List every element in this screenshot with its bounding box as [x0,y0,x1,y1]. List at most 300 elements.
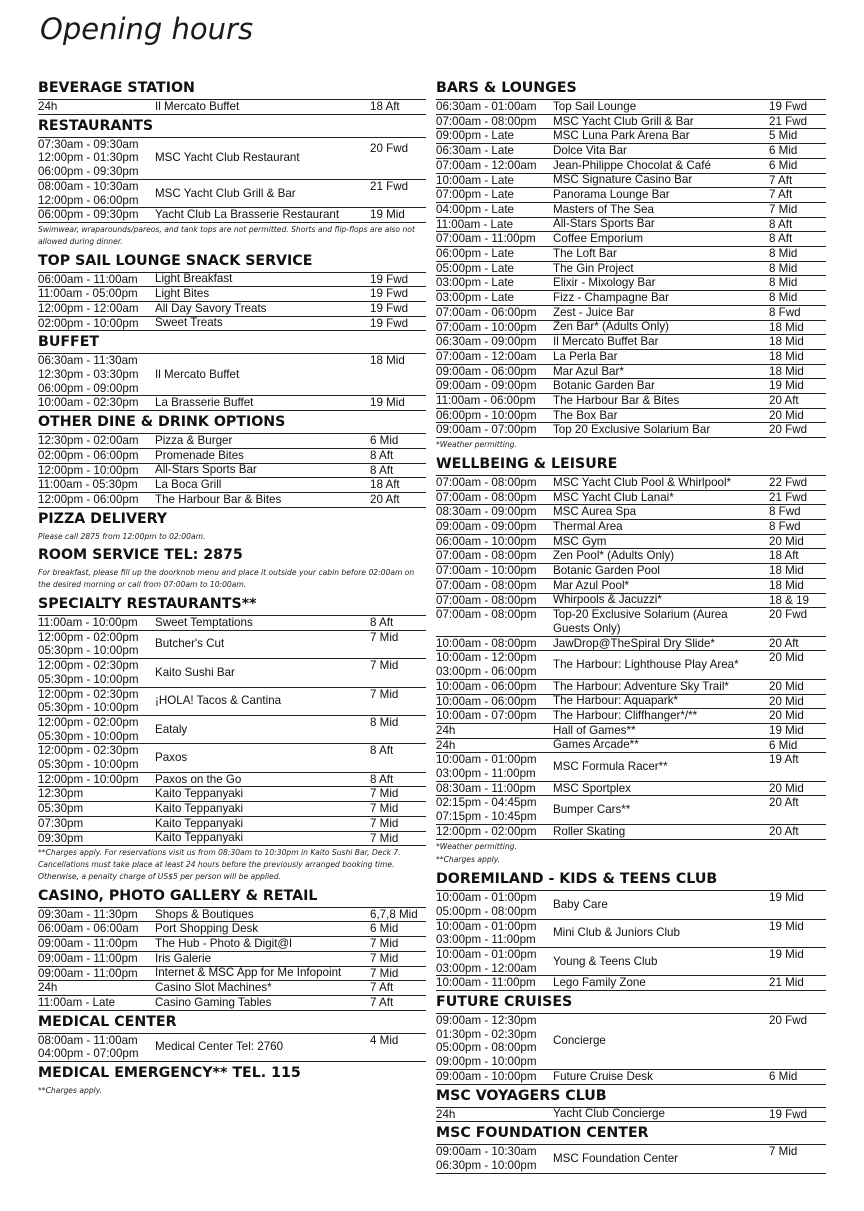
deck-location: 8 Fwd [769,505,801,519]
schedule-row [436,188,826,203]
hours-cell [38,802,155,816]
section-other-dine-drink-options [38,412,426,508]
hours-text: 07:30am - 09:30am [38,137,139,151]
venue-name: Zen Pool* (Adults Only) [553,549,675,563]
venue-name: Light Bites [155,287,210,301]
deck-location: 4 Mid [370,1033,399,1047]
hours-text: 06:00am - 06:00am [38,922,139,936]
hours-cell [436,350,553,364]
schedule-row [38,908,426,923]
hours-cell [436,423,553,437]
hours-cell [436,276,553,290]
hours-text: 07:00am - 08:00pm [436,593,537,607]
schedule-row [38,449,426,464]
hours-text: 06:30am - 01:00am [436,100,537,113]
hours-text: 07:00am - 10:00pm [436,320,537,334]
hours-cell [436,637,553,651]
hours-cell [436,247,553,261]
hours-text: 07:15pm - 10:45pm [436,810,537,824]
section-note: *Weather permitting. [436,440,517,450]
schedule-row [436,218,826,233]
schedule-row [436,335,826,350]
venue-name: Fizz - Champagne Bar [553,291,669,305]
hours-cell [436,262,553,276]
venue-name: MSC Foundation Center [553,1152,679,1166]
hours-cell [38,493,155,507]
venue-name: Sweet Treats [155,316,223,330]
hours-text: 02:15pm - 04:45pm [436,796,537,810]
deck-location: 6 Mid [769,158,798,172]
hours-cell [38,464,155,478]
venue-name: The Box Bar [553,408,618,422]
deck-location: 7 Mid [370,630,399,644]
deck-location: 18 Mid [769,335,804,349]
venue-name: All Day Savory Treats [155,301,267,315]
venue-name: Thermal Area [553,520,623,534]
schedule-row [38,716,426,744]
hours-text: 11:00am - Late [436,217,514,231]
venue-name: Il Mercato Buffet Bar [553,335,659,349]
schedule-row [436,423,826,438]
schedule-row [436,365,826,380]
hours-cell [38,478,155,492]
venue-name: Medical Center Tel: 2760 [155,1040,284,1054]
venue-name: ¡HOLA! Tacos & Cantina [155,694,282,708]
hours-cell [436,796,553,823]
hours-cell [436,695,553,709]
venue-name: La Perla Bar [553,349,618,363]
venue-name: Elixir - Mixology Bar [553,276,656,290]
schedule-row [436,144,826,159]
schedule-row [436,796,826,824]
section-wellbeing-leisure [436,454,826,868]
schedule-row [436,891,826,919]
schedule-row [38,208,426,223]
hours-cell [436,976,553,990]
hours-text: 02:00pm - 10:00pm [38,316,139,330]
schedule-row [38,434,426,449]
hours-text: 05:30pm - 10:00pm [38,729,139,743]
section-note: **Charges apply. [38,1086,103,1096]
schedule-row [38,922,426,937]
venue-name: JawDrop@TheSpiral Dry Slide* [553,636,715,650]
section-title: WELLBEING & LEISURE [436,455,618,472]
schedule-row [436,739,826,754]
deck-location: 7 Mid [370,937,399,951]
deck-location: 7 Aft [370,981,394,995]
section-specialty-restaurants [38,594,426,885]
hours-cell [436,1108,553,1122]
venue-name: Future Cruise Desk [553,1069,653,1083]
schedule-row [436,1070,826,1085]
section-bars-lounges [436,78,826,453]
hours-text: 10:00am - 01:00pm [436,947,537,961]
hours-text: 09:00am - 10:30am [436,1145,537,1159]
hours-cell [436,321,553,335]
hours-text: 10:00am - 12:00pm [436,651,537,665]
hours-text: 06:00pm - 10:00pm [436,408,537,422]
deck-location: 6 Mid [370,434,399,448]
venue-name: Casino Slot Machines* [155,981,272,995]
deck-location: 8 Mid [769,261,798,275]
deck-location: 20 Fwd [769,423,808,437]
hours-cell [436,218,553,232]
schedule-table [436,475,826,840]
hours-cell [38,996,155,1010]
venue-name: Yacht Club Concierge [553,1107,665,1121]
hours-text: 24h [436,723,456,737]
hours-text: 07:00am - 12:00am [436,349,537,363]
venue-name: All-Stars Sports Bar [155,463,257,477]
schedule-row [38,464,426,479]
hours-text: 08:00am - 11:00am [38,1033,138,1047]
hours-cell [38,208,155,222]
venue-name: Shops & Boutiques [155,907,254,921]
hours-cell [38,1034,155,1061]
hours-cell [38,616,155,630]
hours-text: 10:00am - Late [436,173,514,187]
hours-cell [38,659,155,686]
schedule-row [38,817,426,832]
hours-text: 09:30am - 11:30pm [38,907,138,921]
hours-cell [436,232,553,246]
hours-text: 08:00am - 10:30am [38,179,139,193]
venue-name: Butcher's Cut [155,637,225,651]
hours-cell [436,920,553,947]
schedule-row [436,203,826,218]
hours-cell [436,564,553,578]
section-title: MEDICAL EMERGENCY** TEL. 115 [38,1065,301,1082]
schedule-row [436,262,826,277]
hours-cell [436,409,553,423]
hours-cell [436,476,553,490]
deck-location: 19 Mid [370,208,405,222]
deck-location: 7 Mid [370,816,399,830]
schedule-row [38,616,426,631]
schedule-row [38,273,426,288]
hours-text: 10:00am - 01:00pm [436,753,537,767]
hours-cell [436,739,553,753]
hours-text: 05:00pm - Late [436,261,514,275]
hours-text: 03:00pm - Late [436,276,514,290]
hours-text: 09:00pm - Late [436,129,514,143]
hours-cell [436,203,553,217]
venue-name: Kaito Teppanyaki [155,787,244,801]
hours-text: 11:00am - 06:00pm [436,394,536,408]
section-restaurants [38,116,426,250]
hours-cell [436,365,553,379]
schedule-row [436,306,826,321]
hours-text: 24h [38,981,58,995]
section-note: *Weather permitting. [436,841,517,851]
page-title: Opening hours [40,12,254,46]
hours-cell [436,1014,553,1069]
deck-location: 6 Mid [370,922,399,936]
venue-name: Bumper Cars** [553,803,631,817]
hours-cell [436,825,553,839]
hours-cell [38,302,155,316]
venue-name: Pizza & Burger [155,434,233,448]
schedule-row [38,354,426,396]
venue-name: MSC Gym [553,534,607,548]
section-title: BUFFET [38,334,100,351]
hours-text: 12:30pm [38,787,84,801]
deck-location: 20 Mid [769,694,804,708]
schedule-row [436,637,826,652]
deck-location: 19 Mid [769,947,804,961]
hours-cell [436,782,553,796]
section-buffet [38,332,426,411]
section-title: TOP SAIL LOUNGE SNACK SERVICE [38,252,313,269]
schedule-row [436,350,826,365]
hours-cell [436,549,553,563]
venue-name: Mar Azul Bar* [553,364,624,378]
hours-text: 04:00pm - Late [436,202,514,216]
venue-name: Botanic Garden Bar [553,379,655,393]
section-title: BEVERAGE STATION [38,80,195,96]
deck-location: 19 Fwd [370,316,409,330]
section-title: PIZZA DELIVERY [38,510,168,527]
hours-text [436,622,553,636]
venue-name: Young & Teens Club [553,954,658,968]
deck-location: 20 Fwd [769,1014,808,1028]
hours-cell [38,688,155,715]
deck-location: 20 Aft [370,492,400,506]
venue-name: Hall of Games** [553,723,636,737]
deck-location: 8 Aft [370,463,394,477]
deck-location: 19 Mid [769,919,804,933]
venue-name: The Hub - Photo & Digit@l [155,937,292,951]
venue-name: Top 20 Exclusive Solarium Bar [553,423,711,437]
hours-text: 06:00pm - 09:30pm [38,208,139,222]
deck-location: 8 Mid [769,276,798,290]
hours-cell [38,773,155,787]
venue-name: Iris Galerie [155,951,212,965]
hours-text: 12:00pm - 12:00am [38,301,139,315]
section-title: RESTAURANTS [38,117,154,134]
hours-text: 08:30am - 11:00pm [436,781,536,795]
deck-location: 18 Mid [370,354,405,368]
hours-text: 07:00am - 06:00pm [436,305,537,319]
hours-text: 06:00am - 10:00pm [436,534,537,548]
hours-text: 07:00am - 08:00pm [436,608,537,622]
hours-text: 12:00pm - 02:00pm [38,715,139,729]
venue-name: The Harbour Bar & Bites [553,394,680,408]
schedule-row [436,232,826,247]
hours-text: 07:00am - 08:00pm [436,114,537,128]
schedule-row [436,753,826,781]
schedule-row [38,744,426,772]
deck-location: 6 Mid [769,144,798,158]
hours-cell [436,174,553,188]
hours-cell [38,937,155,951]
venue-name: Sweet Temptations [155,616,253,630]
right-column [436,78,826,1175]
schedule-row [436,379,826,394]
hours-cell [436,144,553,158]
hours-cell [38,952,155,966]
hours-text: 07:00pm - Late [436,188,514,202]
hours-text: 06:30am - Late [436,144,514,158]
hours-text: 12:30pm - 03:30pm [38,368,139,382]
deck-location: 8 Aft [370,744,394,758]
venue-name: Kaito Teppanyaki [155,802,244,816]
schedule-row [436,1108,826,1123]
hours-text: 11:00am - 10:00pm [38,616,138,630]
hours-text: 10:00am - 06:00pm [436,694,537,708]
venue-name: MSC Yacht Club Lanai* [553,490,674,504]
hours-cell [38,817,155,831]
venue-name: Kaito Teppanyaki [155,831,244,845]
section-title: MEDICAL CENTER [38,1013,177,1030]
schedule-row [436,291,826,306]
hours-text: 12:00pm - 02:30pm [38,744,139,758]
deck-location: 8 Mid [769,291,798,305]
hours-text: 05:30pm [38,802,84,816]
deck-location: 8 Aft [769,232,793,246]
hours-text: 08:30am - 09:00pm [436,505,537,519]
hours-text: 02:00pm - 06:00pm [38,448,139,462]
schedule-row [436,1014,826,1070]
deck-location: 21 Mid [769,976,804,990]
hours-cell [38,449,155,463]
deck-location: 18 Mid [769,349,804,363]
schedule-row [436,476,826,491]
schedule-row [436,129,826,144]
section-note: **Charges apply. [436,855,501,865]
hours-cell [436,100,553,114]
venue-name: The Harbour: Cliffhanger*/** [553,709,698,723]
hours-text: 10:00am - 11:00pm [436,976,536,990]
section-title: CASINO, PHOTO GALLERY & RETAIL [38,887,318,904]
section-casino-photo-gallery-retail [38,886,426,1011]
hours-text: 10:00am - 02:30pm [38,396,139,410]
hours-cell [38,180,155,207]
schedule-row [436,535,826,550]
schedule-row [38,631,426,659]
schedule-row [436,976,826,991]
deck-location: 18 Aft [370,100,400,113]
venue-name: Zen Bar* (Adults Only) [553,320,669,334]
schedule-table [436,890,826,991]
hours-cell [436,594,553,608]
section-room-service-tel-2875 [38,545,426,593]
venue-name: The Harbour: Aquapark* [553,694,679,708]
hours-text: 03:00pm - Late [436,291,514,305]
venue-name: MSC Sportplex [553,781,631,795]
venue-name: Yacht Club La Brasserie Restaurant [155,208,340,222]
hours-cell [436,948,553,975]
schedule-row [38,138,426,180]
schedule-row [436,321,826,336]
deck-location: 19 Mid [769,891,804,905]
hours-cell [38,631,155,658]
venue-name: Il Mercato Buffet [155,99,240,113]
schedule-row [436,825,826,840]
deck-location: 8 Aft [769,217,793,231]
schedule-row [436,100,826,115]
hours-text: 10:00am - 01:00pm [436,919,537,933]
hours-text: 06:30am - 11:30am [38,354,138,368]
venue-name: MSC Aurea Spa [553,505,637,519]
schedule-row [436,709,826,724]
section-title: MSC VOYAGERS CLUB [436,1087,607,1104]
hours-cell [38,716,155,743]
venue-name: La Brasserie Buffet [155,396,254,410]
venue-name: Dolce Vita Bar [553,144,627,158]
hours-text: 03:00pm - 12:00am [436,961,537,975]
hours-text: 09:00am - 09:00pm [436,379,537,393]
deck-location: 7 Mid [370,687,399,701]
hours-text: 12:00pm - 02:30pm [38,659,139,673]
deck-location: 18 & 19 [769,593,809,607]
hours-text: 07:00am - 11:00pm [436,232,536,246]
deck-location: 19 Mid [769,379,804,393]
schedule-row [436,549,826,564]
hours-text: 07:00am - 08:00pm [436,475,537,489]
hours-cell [38,434,155,448]
hours-cell [436,535,553,549]
deck-location: 19 Fwd [370,301,409,315]
venue-name: Internet & MSC App for Me Infopoint [155,966,342,980]
schedule-row [38,981,426,996]
section-pizza-delivery [38,509,426,545]
schedule-table [38,99,426,115]
hours-text: 12:00pm - 10:00pm [38,772,139,786]
hours-text: 06:00pm - 09:30pm [38,165,139,179]
schedule-row [38,478,426,493]
schedule-row [38,287,426,302]
venue-name: Jean-Philippe Chocolat & Café [553,158,711,172]
hours-text: 04:00pm - 07:00pm [38,1047,139,1061]
deck-location: 8 Fwd [769,305,801,319]
venue-name: Top Sail Lounge [553,99,637,113]
hours-text: 07:00am - 08:00pm [436,549,537,563]
deck-location: 7 Mid [370,802,399,816]
schedule-row [38,996,426,1011]
hours-text: 10:00am - 08:00pm [436,636,537,650]
venue-name: MSC Signature Casino Bar [553,173,693,187]
hours-text: 12:00pm - 01:30pm [38,151,139,165]
deck-location: 20 Fwd [769,608,808,622]
schedule-row [38,967,426,982]
venue-name: Paxos on the Go [155,772,242,786]
deck-location: 8 Aft [370,772,394,786]
hours-cell [38,287,155,301]
venue-name: The Gin Project [553,261,634,275]
hours-text: 24h [436,738,456,752]
hours-text: 06:30am - 09:00pm [436,335,537,349]
section-title: BARS & LOUNGES [436,80,577,96]
venue-name: MSC Yacht Club Restaurant [155,151,300,165]
hours-cell [436,505,553,519]
schedule-row [436,920,826,948]
schedule-row [436,520,826,535]
hours-cell [436,306,553,320]
venue-name: Zest - Juice Bar [553,305,635,319]
hours-text: 09:00am - 12:30pm [436,1014,537,1028]
schedule-row [38,952,426,967]
hours-text: 09:00am - 10:00pm [436,1069,537,1083]
hours-text: 12:00pm - 02:00pm [38,630,139,644]
venue-name: Mar Azul Pool* [553,578,630,592]
hours-text: 05:30pm - 10:00pm [38,758,139,772]
hours-text: 07:00am - 08:00pm [436,490,537,504]
hours-text: 11:00am - Late [38,995,116,1009]
venue-name: MSC Formula Racer** [553,760,668,774]
hours-text: 07:00am - 10:00pm [436,564,537,578]
deck-location: 19 Fwd [370,272,409,286]
